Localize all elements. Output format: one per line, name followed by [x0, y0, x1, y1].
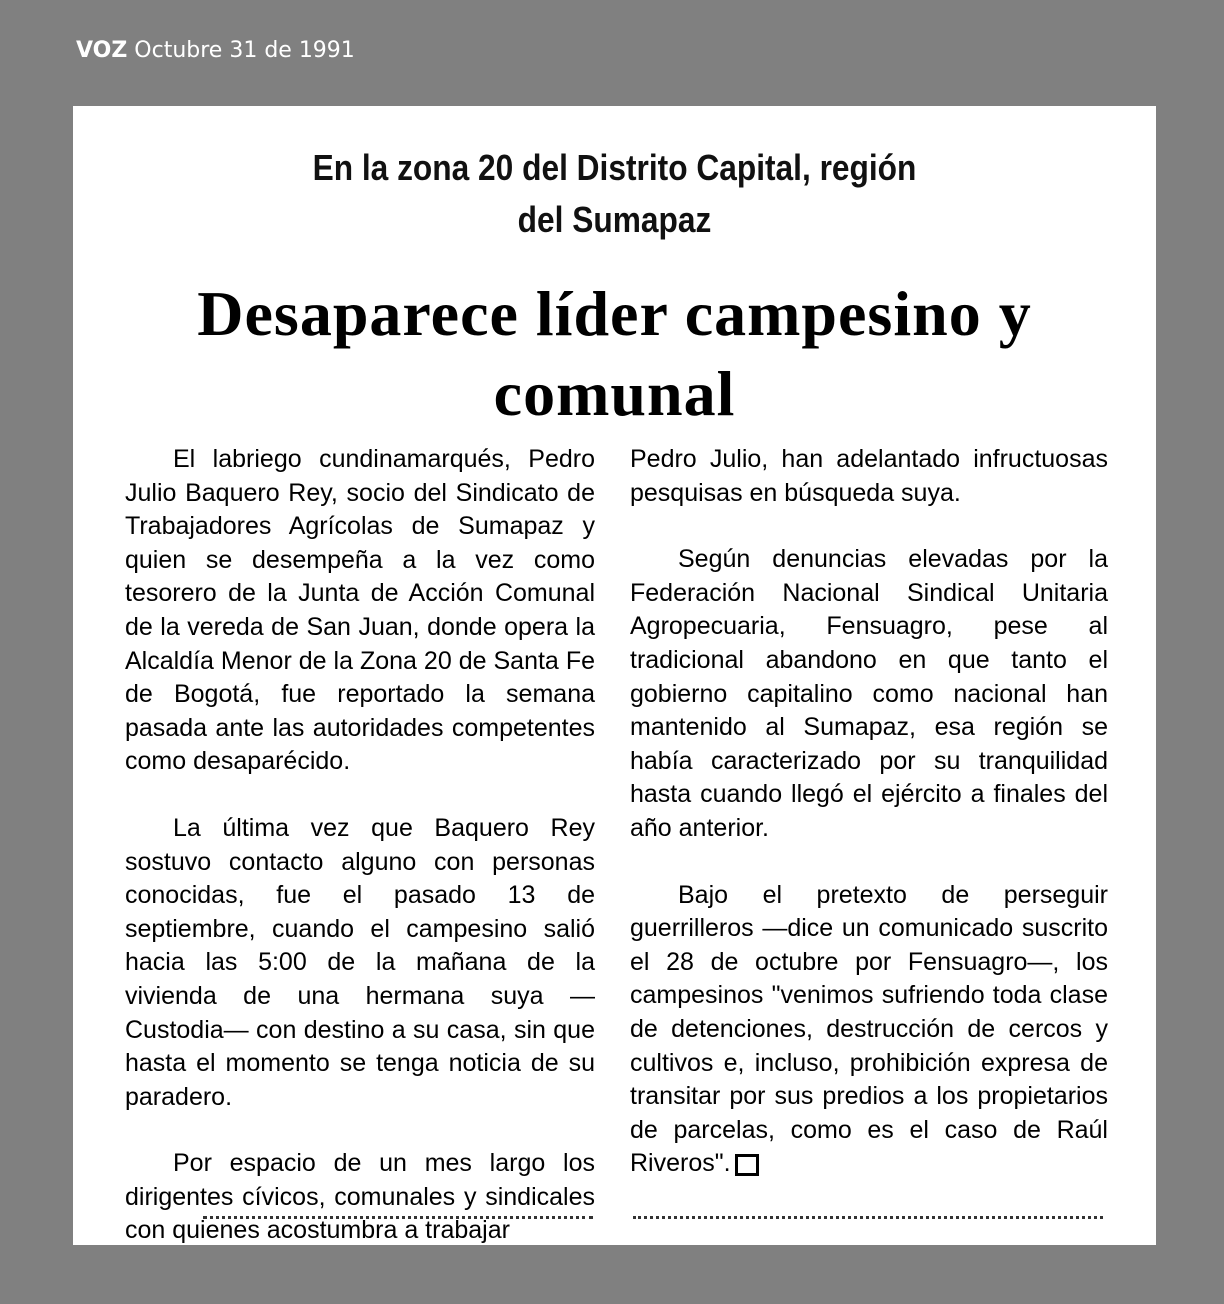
paragraph-3-continuation: Pedro Julio, han adelantado infructuosas pesquisas en búsqueda suya.: [630, 445, 1108, 507]
paragraph-5-text: Bajo el pretexto de perseguir guerrilleros —dice un comunicado suscrito el 28 de octubre por Fensuagro—, los campesinos "venimos sufriendo toda clase de detenciones, destrucción de cercos y cultivos e, incluso, prohibición expresa de transitar por sus predios a los propietarios de parcelas, como es el caso de Raúl Riveros".: [630, 880, 1108, 1178]
paragraph-3: Por espacio de un mes largo los dirigentes cívicos, comunales y sindicales con quienes acostumbra a trabajar: [125, 1149, 595, 1245]
paragraph-2: La última vez que Baquero Rey sostuvo contacto alguno con personas conocidas, fue el pasado 13 de septiembre, cuando el campesino salió hacia las 5:00 de la mañana de la vivienda de una hermana suya —Custodia— con destino a su casa, sin que hasta el momento se tenga noticia de su paradero.: [125, 813, 595, 1111]
kicker-line-1: En la zona 20 del Distrito Capital, región: [312, 147, 917, 188]
publication-date: Octubre 31 de 1991: [134, 38, 355, 63]
headline-line-2: comunal: [493, 358, 736, 429]
kicker: [138, 142, 1091, 246]
headline-line-1: Desaparece líder campesino y: [197, 278, 1032, 349]
cut-off-text-line-left: [203, 1216, 593, 1222]
end-of-article-icon: [735, 1154, 759, 1176]
kicker-line-2: del Sumapaz: [517, 199, 712, 240]
headline: [73, 274, 1156, 434]
newspaper-clipping: [73, 106, 1156, 1245]
cut-off-text-line-right: [633, 1216, 1103, 1222]
paragraph-5: [630, 879, 1108, 1181]
right-column: [630, 443, 1108, 1214]
paragraph-4: Según denuncias elevadas por la Federación Nacional Sindical Unitaria Agropecuaria, Fensuagro, pese al tradicional abandono en que tanto el gobierno capitalino como nacional han mantenido al Sumapaz, esa región se había caracterizado por su tranquilidad hasta cuando llegó el ejército a finales del año anterior.: [630, 545, 1108, 842]
publication-name: VOZ: [76, 38, 128, 63]
source-line: [76, 38, 355, 63]
paragraph-1: El labriego cundinamarqués, Pedro Julio Baquero Rey, socio del Sindicato de Trabajadores Agrícolas de Sumapaz y quien se desempeña a la vez como tesorero de la Junta de Acción Comunal de la vereda de San Juan, donde opera la Alcaldía Menor de la Zona 20 de Santa Fe de Bogotá, fue reportado la semana pasada ante las autoridades competentes como desaparécido.: [125, 445, 595, 776]
left-column: [125, 443, 595, 1245]
